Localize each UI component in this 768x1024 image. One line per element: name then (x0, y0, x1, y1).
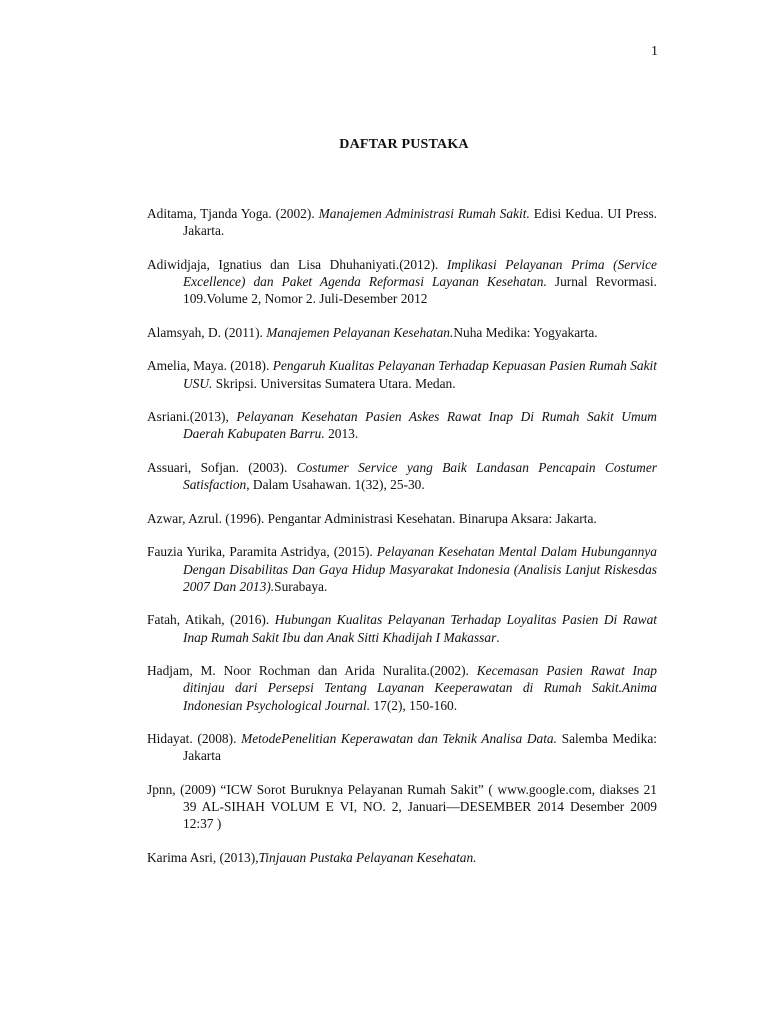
reference-text: Skripsi. Universitas Sumatera Utara. Medan. (212, 375, 456, 391)
reference-italic-text: Pelayanan Kesehatan Pasien Askes Rawat Inap Di Rumah Sakit Umum Daerah Kabupaten Barru. (183, 409, 657, 442)
reference-entry (147, 543, 657, 595)
reference-entry (147, 849, 657, 866)
reference-italic-text: Implikasi Pelayanan Prima (Service Excellence) dan Paket Agenda Reformasi Layanan Kesehatan. (183, 256, 657, 289)
reference-text: Azwar, Azrul. (1996). Pengantar Administrasi Kesehatan. Binarupa Aksara: Jakarta. (147, 510, 597, 526)
reference-italic-text: Pengaruh Kualitas Pelayanan Terhadap Kepuasan Pasien Rumah Sakit USU. (183, 358, 657, 391)
reference-italic-text: Kecemasan Pasien Rawat Inap ditinjau dari Persepsi Tentang Layanan Keeperawatan di Rumah Sakit.Anima Indonesian Psychological Journal. (183, 663, 658, 713)
page-title: DAFTAR PUSTAKA (339, 137, 469, 152)
reference-text: Jpnn, (2009) “ICW Sorot Buruknya Pelayanan Rumah Sakit” ( www.google.com, diakses 21 39 AL-SIHAH VOLUM E VI, NO. 2, Januari—DESEMBER 2014 Desember 2009 12:37 ) (147, 781, 657, 832)
reference-text: Adiwidjaja, Ignatius dan Lisa Dhuhaniyati.(2012). (147, 256, 447, 272)
reference-text: Hidayat. (2008). (147, 731, 242, 747)
reference-italic-text: MetodePenelitian Keperawatan dan Teknik Analisa Data. (241, 731, 557, 747)
reference-text: Nuha Medika: Yogyakarta. (453, 324, 598, 340)
reference-entry (147, 324, 657, 341)
reference-text: Amelia, Maya. (2018). (147, 358, 273, 374)
reference-entry (147, 730, 657, 764)
reference-entry (147, 408, 657, 442)
reference-entry (147, 611, 657, 645)
reference-text: Jurnal Revormasi. 109.Volume 2, Nomor 2. Juli-Desember 2012 (183, 274, 657, 307)
reference-italic-text: Pelayanan Kesehatan Mental Dalam Hubungannya Dengan Disabilitas Dan Gaya Hidup Masyarakat Indonesia (Analisis Lanjut Riskesdas 2007 Dan 2013). (183, 544, 657, 594)
reference-text: Alamsyah, D. (2011). (147, 324, 267, 340)
reference-entry (147, 662, 657, 714)
page-number: 1 (651, 44, 658, 59)
reference-text: Edisi Kedua. UI Press. Jakarta. (183, 206, 657, 239)
reference-italic-text: Manajemen Administrasi Rumah Sakit. (318, 206, 530, 221)
reference-entry (147, 357, 657, 391)
reference-italic-text: Tinjauan Pustaka Pelayanan Kesehatan. (258, 849, 477, 865)
reference-text: Assuari, Sofjan. (2003). (147, 459, 297, 475)
reference-text: Hadjam, M. Noor Rochman dan Arida Nuralita.(2002). (147, 663, 477, 679)
reference-entry (147, 781, 657, 833)
reference-text: Aditama, Tjanda Yoga. (2002). (147, 206, 319, 221)
reference-text: Karima Asri, (2013), (147, 849, 259, 865)
reference-text: . (496, 629, 500, 645)
reference-text: 2013. (324, 426, 359, 442)
reference-italic-text: Manajemen Pelayanan Kesehatan. (266, 324, 454, 340)
reference-text: Salemba Medika: Jakarta (183, 731, 657, 764)
reference-text: Surabaya. (274, 578, 328, 594)
reference-entry (147, 205, 657, 239)
reference-text: Fatah, Atikah, (2016). (147, 612, 275, 628)
reference-italic-text: Hubungan Kualitas Pelayanan Terhadap Loyalitas Pasien Di Rawat Inap Rumah Sakit Ibu dan Anak Sitti Khadijah I Makassar (183, 612, 657, 645)
reference-text: , Dalam Usahawan. 1(32), 25-30. (246, 477, 425, 493)
reference-list (147, 205, 657, 883)
reference-entry (147, 459, 657, 493)
reference-entry (147, 510, 657, 527)
reference-text: 17(2), 150-160. (370, 697, 458, 713)
reference-italic-text: Costumer Service yang Baik Landasan Pencapain Costumer Satisfaction (183, 459, 657, 493)
reference-text: Fauzia Yurika, Paramita Astridya, (2015). (147, 544, 377, 560)
reference-entry (147, 256, 657, 308)
reference-text: Asriani.(2013), (147, 409, 237, 425)
